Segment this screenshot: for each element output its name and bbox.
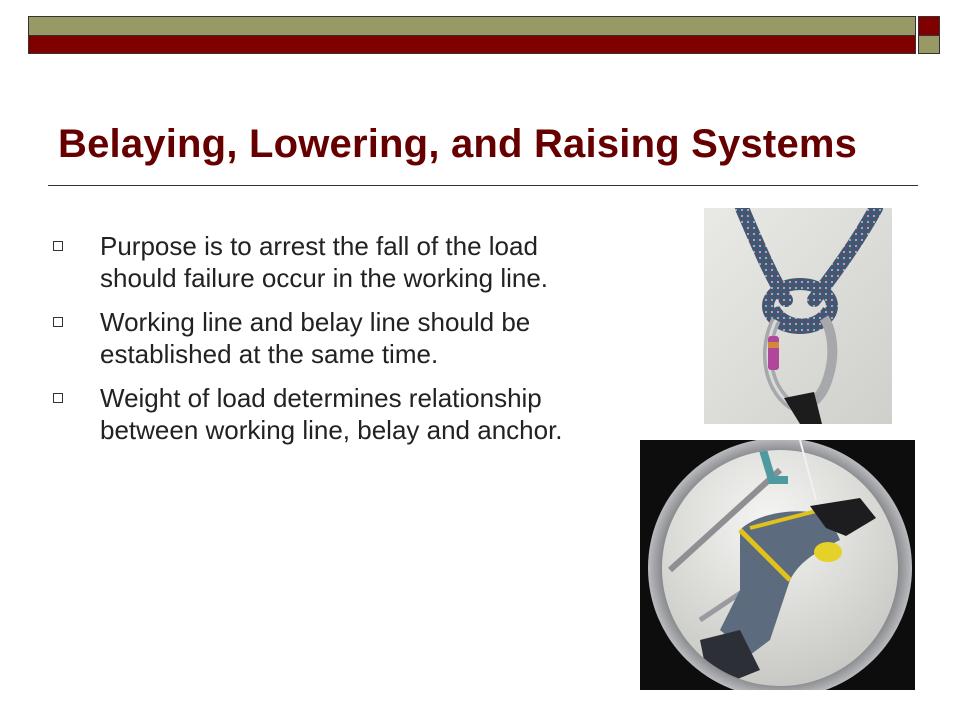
hollow-square-bullet-icon: [53, 241, 63, 251]
bullet-text: Purpose is to arrest the fall of the load should failure occur in the working line.: [100, 231, 549, 293]
hollow-square-bullet-icon: [53, 317, 63, 327]
title-divider: [48, 185, 918, 186]
hollow-square-bullet-icon: [53, 393, 63, 403]
header-bar-olive: [28, 16, 916, 36]
header-bar-maroon: [28, 36, 916, 54]
bullet-item: [50, 306, 595, 370]
bullet-item: [50, 382, 595, 446]
bullet-text: Weight of load determines relationship between working line, belay and anchor.: [100, 383, 563, 445]
header-corner-olive: [918, 36, 940, 54]
bullet-item: [50, 230, 595, 294]
confined-space-worker-photo: [640, 440, 915, 690]
header-corner-maroon: [918, 16, 940, 36]
bullet-text: Working line and belay line should be established at the same time.: [100, 307, 531, 369]
rope-knot-carabiner-photo: [704, 208, 892, 424]
slide-title: Belaying, Lowering, and Raising Systems: [58, 122, 858, 166]
bullet-list: [50, 230, 595, 458]
